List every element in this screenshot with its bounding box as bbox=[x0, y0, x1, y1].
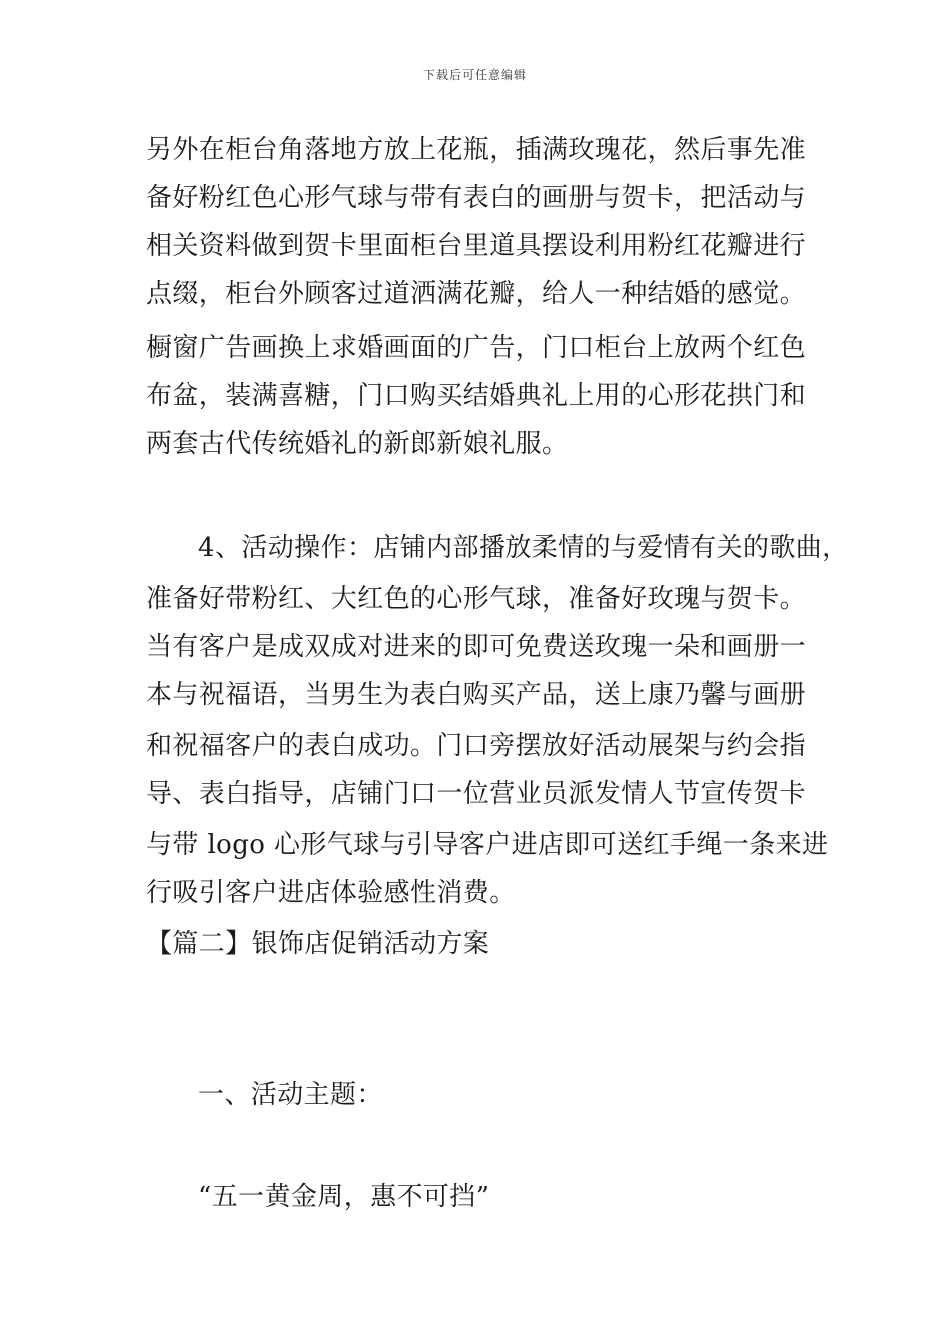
text-line: 当有客户是成双成对进来的即可免费送玫瑰一朵和画册一 bbox=[146, 632, 807, 662]
text-line: 布盆，装满喜糖，门口购买结婚典礼上用的心形花拱门和 bbox=[146, 381, 807, 411]
text-line: 相关资料做到贺卡里面柜台里道具摆设利用粉红花瓣进行 bbox=[146, 231, 807, 261]
text-line: 备好粉红色心形气球与带有表白的画册与贺卡，把活动与 bbox=[146, 183, 807, 213]
text-line: 和祝福客户的表白成功。门口旁摆放好活动展架与约会指 bbox=[146, 731, 807, 761]
text-line: 本与祝福语，当男生为表白购买产品，送上康乃馨与画册 bbox=[146, 680, 807, 710]
text-line: 与带 logo 心形气球与引导客户进店即可送红手绳一条来进 bbox=[146, 830, 829, 860]
theme-slogan: “五一黄金周，惠不可挡” bbox=[198, 1182, 490, 1212]
page-header: 下载后可任意编辑 bbox=[422, 68, 527, 82]
subheading: 一、活动主题： bbox=[198, 1080, 383, 1110]
text-line: 两套古代传统婚礼的新郎新娘礼服。 bbox=[146, 429, 569, 459]
text-line: 准备好带粉红、大红色的心形气球，准备好玫瑰与贺卡。 bbox=[146, 584, 807, 614]
text-line: 4、活动操作：店铺内部播放柔情的与爱情有关的歌曲， bbox=[198, 533, 849, 563]
text-line: 另外在柜台角落地方放上花瓶，插满玫瑰花，然后事先准 bbox=[146, 135, 807, 165]
text-line: 行吸引客户进店体验感性消费。 bbox=[146, 878, 516, 908]
text-line: 橱窗广告画换上求婚画面的广告，门口柜台上放两个红色 bbox=[146, 333, 807, 363]
section-title: 【篇二】银饰店促销活动方案 bbox=[146, 929, 490, 959]
text-line: 导、表白指导，店铺门口一位营业员派发情人节宣传贺卡 bbox=[146, 779, 807, 809]
text-line: 点缀，柜台外顾客过道洒满花瓣，给人一种结婚的感觉。 bbox=[146, 279, 807, 309]
